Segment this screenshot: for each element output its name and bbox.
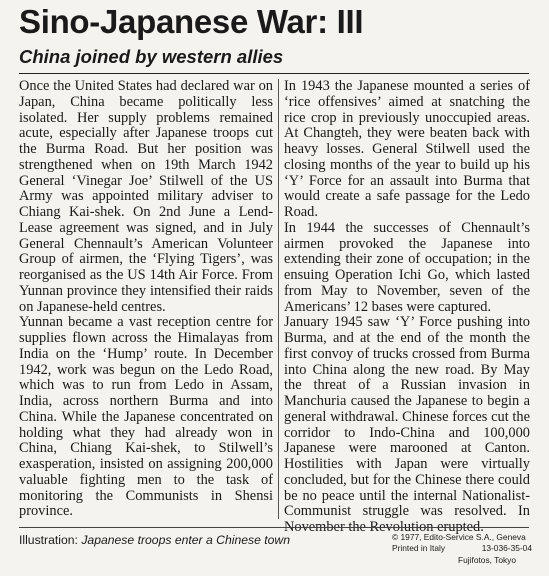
article-column-right — [284, 79, 530, 536]
paragraph: January 1945 saw ‘Y’ Force pushing into Burma, and at the end of the month the first convoy of trucks crossed from Burma into China along the new road. By May the threat of a Russian invasion in Manchuria caused the Japanese to begin a general withdrawal. Chinese forces cut the corridor to Indo-China and 100,000 Japanese were marooned at Canton. Hostilities with Japan were virtually concluded, but for the Chinese there could be no peace until the internal Nationalist-Communist struggle was resolved. In November the Revolution erupted. — [284, 314, 530, 535]
photo-credit: Fujifotos, Tokyo — [458, 555, 517, 565]
paragraph: In 1943 the Japanese mounted a series of ‘rice offensives’ aimed at snatching the rice crop in previously unoccupied areas. At Changteh, they were beaten back with heavy losses. General Stilwell used the closing months of the year to build up his ‘Y’ Force for an assault into Burma that would create a safe passage for the Ledo Road. — [284, 78, 530, 220]
caption-label: Illustration: — [19, 533, 78, 547]
column-divider — [278, 79, 279, 519]
paragraph: In 1944 the successes of Chennault’s airmen provoked the Japanese into extending their zone of occupation; in the ensuing Operation Ichi Go, which lasted from May to November, seven of the Americans’ 12 bases were captured. — [284, 219, 530, 315]
caption-text: Japanese troops enter a Chinese town — [81, 533, 291, 547]
page-subtitle: China joined by western allies — [19, 46, 284, 67]
printed-line: Printed in Italy — [392, 542, 446, 553]
page-title: Sino-Japanese War: III — [19, 3, 364, 40]
illustration-caption — [19, 533, 290, 547]
copyright-line: © 1977, Edito-Service S.A., Geneva — [392, 532, 526, 542]
bottom-divider — [19, 527, 529, 528]
article-column-left — [19, 79, 273, 520]
paragraph: Once the United States had declared war on Japan, China became politically less isolated. Her supply problems remained acute, especially after Japanese troops cut the Burma Road. But her position was strengthened when on 19th March 1942 General ‘Vinegar Joe’ Stilwell of the US Army was appointed military adviser to Chiang Kai-shek. On 2nd June a Lend-Lease agreement was signed, and in July General Chennault’s American Volunteer Group of airmen, the ‘Flying Tigers’, was reorganised as the US 14th Air Force. From Yunnan province they intensified their raids on Japanese-held centres. — [19, 78, 273, 315]
paragraph: Yunnan became a vast reception centre for supplies flown across the Himalayas from India on the ‘Hump’ route. In December 1942, work was begun on the Ledo Road, which was to run from Ledo in Assam, India, across northern Burma and into China. While the Japanese concentrated on holding what they had already won in China, Chiang Kai-shek, to Stilwell’s exasperation, insisted on assigning 200,000 valuable fighting men to the task of monitoring the Communists in Shensi province. — [19, 314, 273, 520]
credits-block — [392, 532, 532, 566]
card-code: 13-036-35-04 — [481, 542, 532, 553]
top-divider — [19, 73, 529, 74]
